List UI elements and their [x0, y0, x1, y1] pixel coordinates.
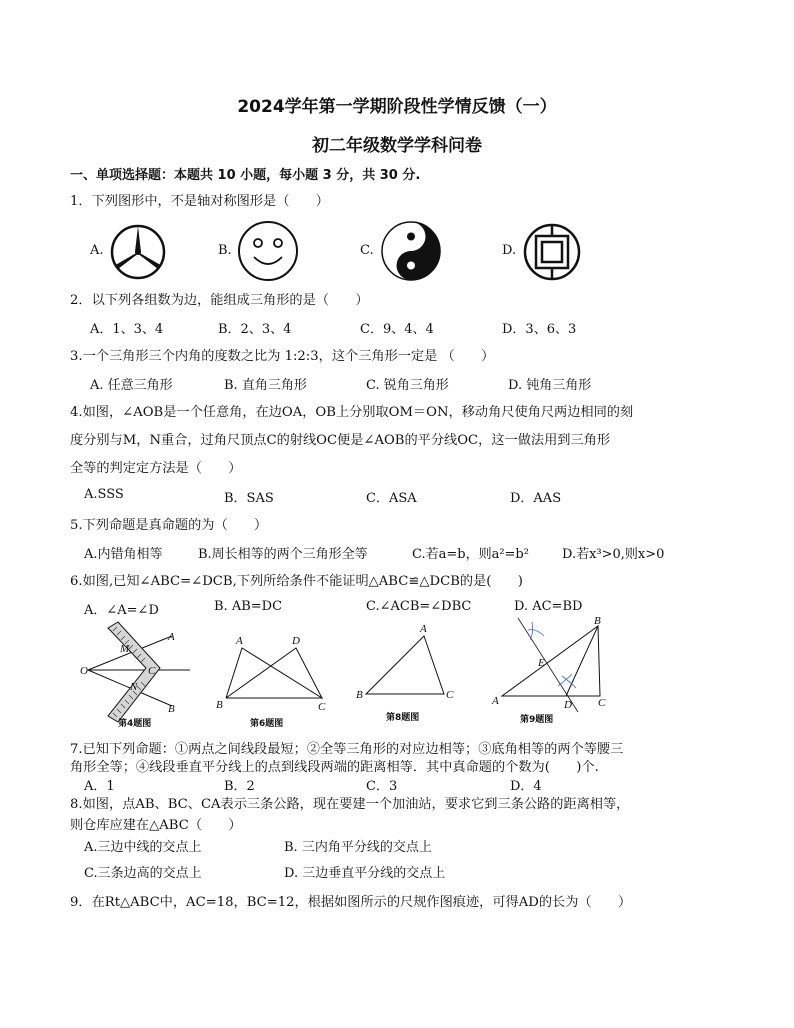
q3-option-c: C. 锐角三角形 — [366, 378, 449, 393]
mercedes-star-icon — [108, 222, 168, 282]
figure-6-triangles — [214, 634, 334, 714]
q8-option-d: D. 三边垂直平分线的交点上 — [284, 866, 446, 881]
q4-option-b: B．SAS — [224, 491, 274, 506]
q6-option-c: C.∠ACB=∠DBC — [366, 599, 472, 614]
figure-9-caption: 第9题图 — [520, 715, 554, 725]
q8-option-a: A.三边中线的交点上 — [84, 840, 202, 855]
q4-line-2: 度分别与M，N重合，过角尺顶点C的射线OC便是∠AOB的平分线OC，这一做法用到三角形 — [70, 433, 611, 448]
q6-option-d: D. AC=BD — [514, 599, 583, 614]
q8-line-1: 8.如图，点AB、BC、CA表示三条公路，现在要建一个加油站，要求它到三条公路的距离相等， — [70, 797, 630, 812]
fig6-label-c: C — [318, 701, 326, 713]
q2-stem: 2．以下列各组数为边，能组成三角形的是（ ） — [70, 293, 369, 308]
fig6-label-b: B — [216, 699, 223, 711]
q7-line-1: 7.已知下列命题：①两点之间线段最短；②全等三角形的对应边相等；③底角相等的两个等腰三 — [70, 742, 624, 757]
figure-8-caption: 第8题图 — [386, 713, 420, 723]
fig4-label-o: O — [80, 665, 88, 677]
fig4-label-n: N — [130, 681, 138, 693]
q2-option-b: B．2、3、4 — [218, 322, 292, 337]
figure-4-carpenter-square — [80, 622, 200, 722]
q4-line-1: 4.如图，∠AOB是一个任意角，在边OA，OB上分别取OM＝ON，移动角尺使角尺两边相同的刻 — [70, 405, 634, 420]
fig9-label-c: C — [598, 697, 606, 709]
q1-label-a: A. — [90, 243, 104, 258]
q1-label-b: B. — [218, 243, 232, 258]
q4-option-d: D．AAS — [510, 491, 562, 506]
fig6-label-a: A — [236, 635, 243, 647]
fig4-label-a: A — [168, 631, 175, 643]
fig9-label-b: B — [594, 615, 601, 627]
figure-9-right-triangle — [488, 616, 612, 716]
q6-stem: 6.如图,已知∠ABC=∠DCB,下列所给条件不能证明△ABC≌△DCB的是( ) — [70, 574, 523, 589]
yin-yang-icon — [380, 220, 442, 282]
q4-option-c: C．ASA — [366, 491, 417, 506]
q4-line-3: 全等的判定定方法是（ ） — [70, 461, 242, 476]
fig8-label-b: B — [356, 689, 363, 701]
fig9-label-a: A — [492, 695, 499, 707]
q3-option-a: A. 任意三角形 — [90, 378, 173, 393]
q2-option-c: C．9、4、4 — [360, 322, 434, 337]
q3-stem: 3.一个三角形三个内角的度数之比为 1:2:3，这个三角形一定是 （ ） — [70, 349, 495, 364]
exam-subtitle: 初二年级数学学科问卷 — [312, 136, 482, 156]
fig6-label-d: D — [292, 635, 300, 647]
q9-stem: 9．在Rt△ABC中，AC=18，BC=12，根据如图所示的尺规作图痕迹，可得AD的长为（ ） — [70, 895, 632, 910]
q6-option-a: A．∠A=∠D — [84, 603, 159, 618]
figure-6-caption: 第6题图 — [250, 719, 284, 729]
q6-option-b: B. AB=DC — [214, 599, 283, 614]
q7-line-2: 角形全等；④线段垂直平分线上的点到线段两端的距离相等．其中真命题的个数为( )个. — [70, 760, 599, 775]
q3-option-b: B. 直角三角形 — [224, 378, 307, 393]
q7-option-b: B．2 — [224, 779, 255, 794]
fig8-label-c: C — [446, 689, 454, 701]
q5-option-d: D.若x³>0,则x>0 — [562, 547, 665, 562]
q7-option-d: D．4 — [510, 779, 542, 794]
section-heading: 一、单项选择题：本题共 10 小题，每小题 3 分，共 30 分. — [70, 168, 421, 183]
figure-8-triangle — [354, 622, 464, 704]
q1-label-c: C. — [360, 243, 374, 258]
q2-option-d: D．3、6、3 — [502, 322, 577, 337]
fig9-label-e: E — [538, 657, 545, 669]
exam-title: 2024学年第一学期阶段性学情反馈（一） — [237, 97, 557, 117]
figure-4-caption: 第4题图 — [118, 719, 152, 729]
q1-label-d: D. — [502, 243, 517, 258]
q5-option-c: C.若a=b，则a²=b² — [412, 547, 529, 562]
q4-option-a: A.SSS — [84, 487, 124, 502]
fig4-label-b: B — [168, 703, 175, 715]
fig4-label-m: M — [120, 643, 130, 655]
fig4-label-c: C — [148, 665, 156, 677]
q8-option-c: C.三条边高的交点上 — [84, 866, 202, 881]
q5-option-a: A.内错角相等 — [84, 547, 163, 562]
fig8-label-a: A — [420, 623, 427, 635]
q1-stem: 1．下列图形中，不是轴对称图形是（ ） — [70, 194, 329, 209]
q5-stem: 5.下列命题是真命题的为（ ） — [70, 518, 268, 533]
q8-option-b: B. 三内角平分线的交点上 — [284, 840, 432, 855]
q2-option-a: A．1、3、4 — [90, 322, 164, 337]
q7-option-a: A．1 — [84, 779, 115, 794]
q5-option-b: B.周长相等的两个三角形全等 — [198, 547, 368, 562]
q8-line-2: 则仓库应建在△ABC（ ） — [70, 818, 242, 833]
q7-option-c: C．3 — [366, 779, 398, 794]
smiley-face-icon — [236, 220, 300, 282]
q3-option-d: D. 钝角三角形 — [508, 378, 592, 393]
ancient-coin-icon — [522, 222, 582, 282]
fig9-label-d: D — [564, 699, 572, 711]
